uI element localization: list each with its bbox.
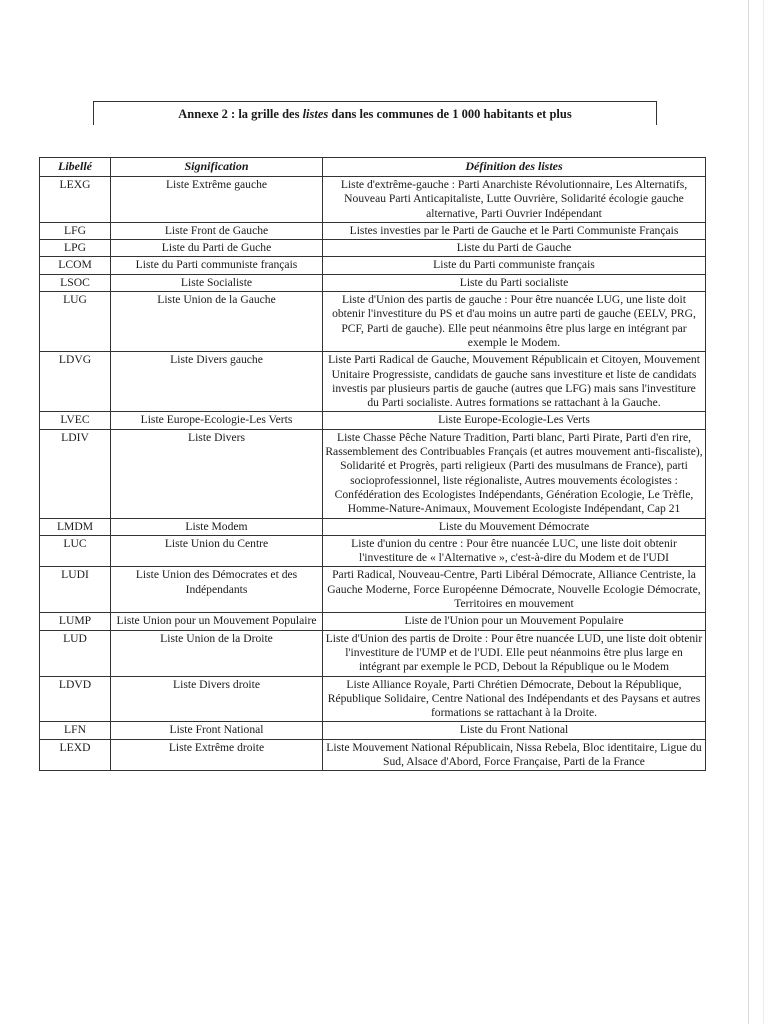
row-code: LEXG [40,177,111,223]
table-row [40,676,706,722]
row-code: LUC [40,535,111,567]
table-row [40,613,706,630]
row-definition: Liste Alliance Royale, Parti Chrétien Démocrate, Debout la République, République Solidaire, Centre National des Indépendants et des Paysans et autres formations se rattachant à la Droite. [323,676,706,722]
row-meaning: Liste Union de la Droite [111,630,323,676]
row-meaning: Liste Union de la Gauche [111,292,323,352]
row-meaning: Liste Front de Gauche [111,222,323,239]
row-definition: Liste d'Union des partis de Droite : Pour être nuancée LUD, une liste doit obtenir l'investiture de l'UMP et de l'UDI. Elle peut néanmoins être plus large en intégrant par exemple le PCD, Debout la République ou le Modem [323,630,706,676]
row-meaning: Liste Front National [111,722,323,739]
annex-title-suffix: dans les communes de 1 000 habitants et plus [328,107,572,121]
row-definition: Liste du Front National [323,722,706,739]
row-code: LDVD [40,676,111,722]
row-meaning: Liste Socialiste [111,274,323,291]
table-row [40,412,706,429]
row-code: LUDI [40,567,111,613]
table-row [40,177,706,223]
row-definition: Liste Parti Radical de Gauche, Mouvement Républicain et Citoyen, Mouvement Unitaire Progressiste, candidats de gauche sans investiture et liste de candidats investis par plusieurs partis de gauche (autres que LFG) mais sans l'investiture du Parti socialiste. Autres formations se rattachant à la Gauche. [323,352,706,412]
row-definition: Liste d'Union des partis de gauche : Pour être nuancée LUG, une liste doit obtenir l'investiture du PS et d'au moins un autre parti de gauche (EELV, PRG, PCF, Parti de gauche). Elle peut néanmoins être plus large en intégrant par exemple le Modem. [323,292,706,352]
table-row [40,429,706,518]
row-meaning: Liste Divers [111,429,323,518]
table-row [40,518,706,535]
row-definition: Liste du Parti socialiste [323,274,706,291]
row-definition: Listes investies par le Parti de Gauche et le Parti Communiste Français [323,222,706,239]
row-code: LUMP [40,613,111,630]
row-code: LEXD [40,739,111,771]
row-meaning: Liste Extrême droite [111,739,323,771]
row-code: LCOM [40,257,111,274]
row-meaning: Liste Union des Démocrates et des Indépendants [111,567,323,613]
row-definition: Liste Mouvement National Républicain, Nissa Rebela, Bloc identitaire, Ligue du Sud, Alsace d'Abord, Force Française, Parti de la France [323,739,706,771]
annex-title-italic: listes [302,107,329,121]
table-row [40,274,706,291]
page-edge-line [748,0,749,1024]
row-meaning: Liste Modem [111,518,323,535]
row-definition: Liste de l'Union pour un Mouvement Populaire [323,613,706,630]
row-code: LDVG [40,352,111,412]
row-definition: Liste Europe-Ecologie-Les Verts [323,412,706,429]
header-definition: Définition des listes [323,158,706,177]
table-row [40,257,706,274]
row-meaning: Liste du Parti de Guche [111,240,323,257]
row-code: LPG [40,240,111,257]
row-definition: Liste Chasse Pêche Nature Tradition, Parti blanc, Parti Pirate, Parti d'en rire, Rassemblement des Contribuables Français (et autres mouvement anti-fiscaliste), Solidarité et Progrès, parti religieux (Parti des musulmans de France), parti socioprofessionnel, liste régionaliste, Autres mouvements écologistes : Confédération des Ecologistes Indépendants, Génération Ecologie, Le Trèfle, Homme-Nature-Animaux, Mouvement Ecologiste Indépendant, Cap 21 [323,429,706,518]
row-meaning: Liste Divers droite [111,676,323,722]
row-definition: Parti Radical, Nouveau-Centre, Parti Libéral Démocrate, Alliance Centriste, la Gauche Moderne, Force Européenne Démocrate, Nouvelle Ecologie Démocrate, Territoires en mouvement [323,567,706,613]
row-code: LFN [40,722,111,739]
row-code: LMDM [40,518,111,535]
table-body [40,177,706,771]
row-definition: Liste d'extrême-gauche : Parti Anarchiste Révolutionnaire, Les Alternatifs, Nouveau Parti Anticapitaliste, Lutte Ouvrière, Solidarité écologie gauche alternative, Parti Ouvrier Indépendant [323,177,706,223]
table-row [40,739,706,771]
row-meaning: Liste Extrême gauche [111,177,323,223]
row-code: LVEC [40,412,111,429]
row-code: LUD [40,630,111,676]
row-meaning: Liste Europe-Ecologie-Les Verts [111,412,323,429]
table-header-row [40,158,706,177]
row-meaning: Liste Divers gauche [111,352,323,412]
row-code: LFG [40,222,111,239]
row-code: LDIV [40,429,111,518]
row-meaning: Liste Union du Centre [111,535,323,567]
table-row [40,630,706,676]
row-code: LUG [40,292,111,352]
header-libelle: Libellé [40,158,111,177]
annex-title-prefix: Annexe 2 : la grille des [178,107,303,121]
row-meaning: Liste Union pour un Mouvement Populaire [111,613,323,630]
row-code: LSOC [40,274,111,291]
lists-grid-table [39,157,706,771]
table-row [40,240,706,257]
table-row [40,222,706,239]
row-meaning: Liste du Parti communiste français [111,257,323,274]
table-row [40,535,706,567]
row-definition: Liste du Mouvement Démocrate [323,518,706,535]
row-definition: Liste du Parti de Gauche [323,240,706,257]
table-row [40,722,706,739]
header-signification: Signification [111,158,323,177]
page-edge-line-outer [763,0,764,1024]
table-row [40,292,706,352]
table-row [40,352,706,412]
table-row [40,567,706,613]
row-definition: Liste d'union du centre : Pour être nuancée LUC, une liste doit obtenir l'investiture de « l'Alternative », c'est-à-dire du Modem et de l'UDI [323,535,706,567]
annex-title [93,101,657,125]
row-definition: Liste du Parti communiste français [323,257,706,274]
